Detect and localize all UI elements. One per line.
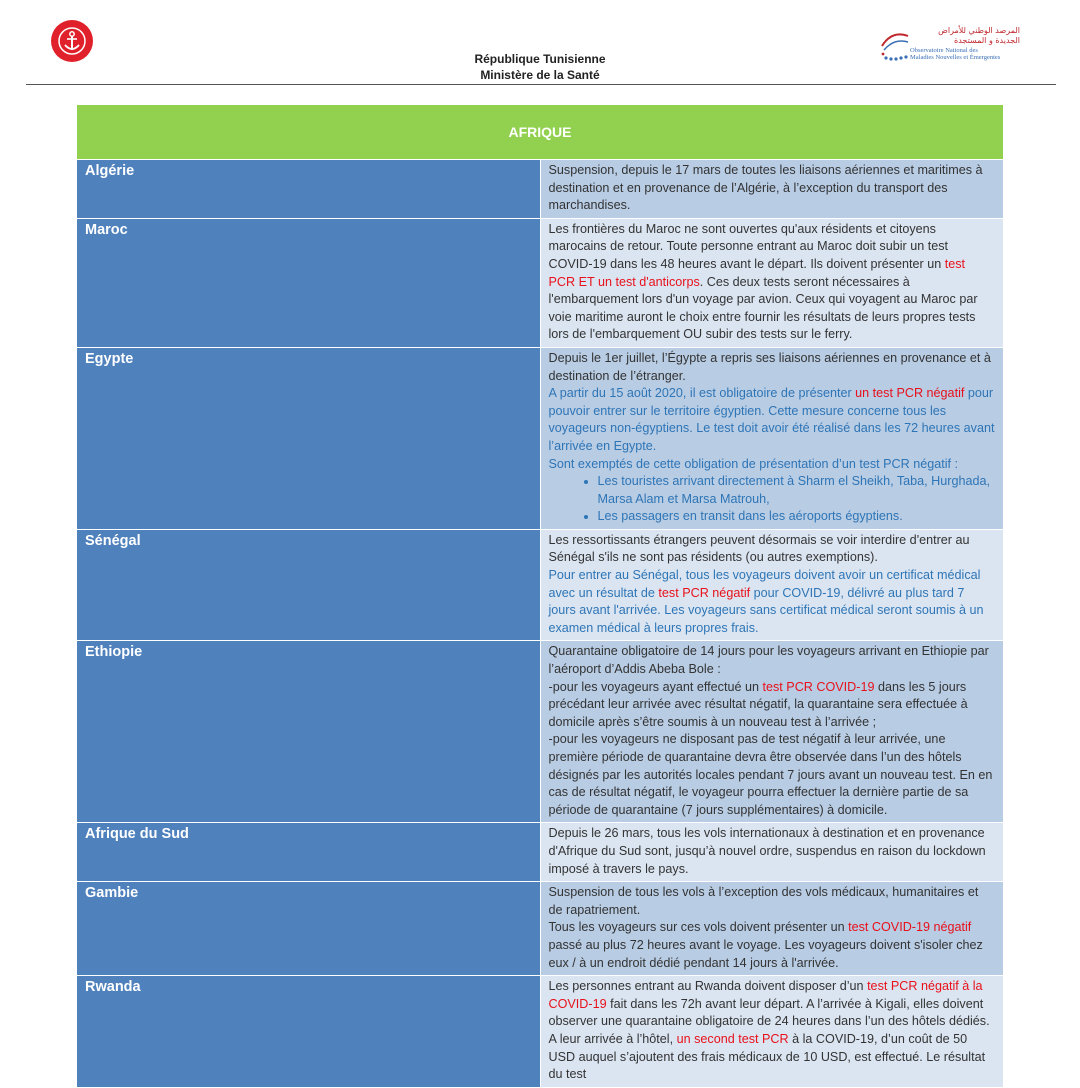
highlight-text: test PCR négatif [658, 585, 751, 600]
desc-cell-gambie: Suspension de tous les vols à l’exception des vols médicaux, humanitaires et de rapatriement. Tous les voyageurs sur ces vols doivent présenter un test COVID-19 négatif passé au plus 72 heures avant le voyage. Les voyageurs doivent s'isoler chez eux / à un endroit dédié pendant 14 jours à l'arrivée. [540, 882, 1004, 976]
desc-cell-egypte: Depuis le 1er juillet, l’Égypte a repris ses liaisons aériennes en provenance et à destination de l’étranger. A partir du 15 août 2020, il est obligatoire de présenter un test PCR négatif pour pouvoir entrer sur le territoire égyptien. Cette mesure concerne tous les voyageurs non-égyptiens. Le test doit avoir été réalisé dans les 72 heures avant l’arrivée en Egypte. Sont exemptés de cette obligation de présentation d’un test PCR négatif : • Les touristes arrivant directement à Sharm el Sheikh, Taba, Hurghada, Marsa Alam et Marsa Matrouh, • Les passagers en transit dans les aéroports égyptiens. [540, 347, 1004, 529]
list-item: • Les passagers en transit dans les aéroports égyptiens. [598, 508, 996, 526]
country-cell-rwanda: Rwanda [77, 976, 541, 1088]
header-divider [26, 84, 1056, 85]
country-cell-egypte: Egypte [77, 347, 541, 529]
country-cell-senegal: Sénégal [77, 529, 541, 641]
desc-cell-rwanda: Les personnes entrant au Rwanda doivent disposer d’un test PCR négatif à la COVID-19 fait dans les 72h avant leur départ. A l’arrivée à Kigali, elles doivent observer une quarantaine obligatoire de 24 heures dans l’un des hôtels dédiés. A leur arrivée à l’hôtel, un second test PCR à la COVID-19, d’un coût de 50 USD auquel s’ajoutent des frais médicaux de 10 USD, est effectué. Le résultat du test [540, 976, 1004, 1088]
table-row [77, 160, 1004, 219]
table-row [77, 529, 1004, 641]
exemption-list [549, 473, 996, 526]
desc-cell-algerie: Suspension, depuis le 17 mars de toutes les liaisons aériennes et maritimes à destination et en provenance de l’Algérie, à l’exception du transport des marchandises. [540, 160, 1004, 219]
highlight-text: un test PCR négatif [855, 386, 965, 401]
header-ministry: Ministère de la Santé [480, 68, 600, 82]
table-row [77, 347, 1004, 529]
country-cell-algerie: Algérie [77, 160, 541, 219]
desc-cell-afrique-du-sud: Depuis le 26 mars, tous les vols internationaux à destination et en provenance d'Afrique du Sud sont, jusqu’à nouvel ordre, suspendus en raison du lockdown imposé à travers le pays. [540, 823, 1004, 882]
table-row [77, 823, 1004, 882]
country-cell-afrique-du-sud: Afrique du Sud [77, 823, 541, 882]
logo-arabic-text: المرصد الوطني للأمراض الجديدة و المستجدة [938, 26, 1020, 45]
section-title: AFRIQUE [77, 105, 1004, 160]
desc-cell-senegal: Les ressortissants étrangers peuvent désormais se voir interdire d'entrer au Sénégal s'ils ne sont pas résidents (ou autres exemptions). Pour entrer au Sénégal, tous les voyageurs doivent avoir un certificat médical avec un résultat de test PCR négatif pour COVID-19, délivré au plus tard 7 jours avant l'arrivée. Les voyageurs sans certificat médical seront soumis à un examen médical à leurs propres frais. [540, 529, 1004, 641]
document-header [0, 51, 1080, 83]
header-republic: République Tunisienne [474, 52, 606, 66]
table-row [77, 976, 1004, 1088]
country-cell-gambie: Gambie [77, 882, 541, 976]
highlight-text: test COVID-19 négatif [848, 920, 972, 935]
table-row [77, 882, 1004, 976]
table-row [77, 218, 1004, 347]
logo-french-text: Observatoire National des Maladies Nouvelles et Émergentes [910, 47, 1001, 61]
highlight-text: test PCR COVID-19 [762, 679, 875, 694]
desc-cell-maroc: Les frontières du Maroc ne sont ouvertes qu'aux résidents et citoyens marocains de retour. Toute personne entrant au Maroc doit subir un test COVID-19 dans les 48 heures avant le départ. Ils doivent présenter un test PCR ET un test d'anticorps. Ces deux tests seront nécessaires à l'embarquement lors d'un voyage par avion. Ceux qui voyagent au Maroc par voie maritime auront le choix entre fournir les résultats de leurs propres tests lors de l'embarquement OU subir des tests sur le ferry. [540, 218, 1004, 347]
highlight-text: un second test PCR [676, 1031, 789, 1046]
country-cell-ethiopie: Ethiopie [77, 641, 541, 823]
country-cell-maroc: Maroc [77, 218, 541, 347]
highlight-text: test PCR négatif à la COVID-19 [548, 979, 983, 1011]
travel-restrictions-table [76, 104, 1004, 1088]
table-row [77, 641, 1004, 823]
list-item: • Les touristes arrivant directement à Sharm el Sheikh, Taba, Hurghada, Marsa Alam et Marsa Matrouh, [598, 473, 996, 508]
desc-cell-ethiopie: Quarantaine obligatoire de 14 jours pour les voyageurs arrivant en Ethiopie par l’aéroport d’Addis Abeba Bole : -pour les voyageurs ayant effectué un test PCR COVID-19 dans les 5 jours précédant leur arrivée avec résultat négatif, la quarantaine sera effectuée à domicile après s’être soumis à un nouveau test à l’arrivée ; -pour les voyageurs ne disposant pas de test négatif à leur arrivée, une première période de quarantaine devra être observée dans l’un des hôtels désignés par les autorités locales pendant 7 jours avant un nouveau test. En en cas de résultat négatif, le voyageur pourra effectuer la dernière partie de sa période de quarantaine (7 jours supplémentaires) à domicile. [540, 641, 1004, 823]
highlight-text: test PCR ET un test d'anticorps [548, 256, 966, 289]
